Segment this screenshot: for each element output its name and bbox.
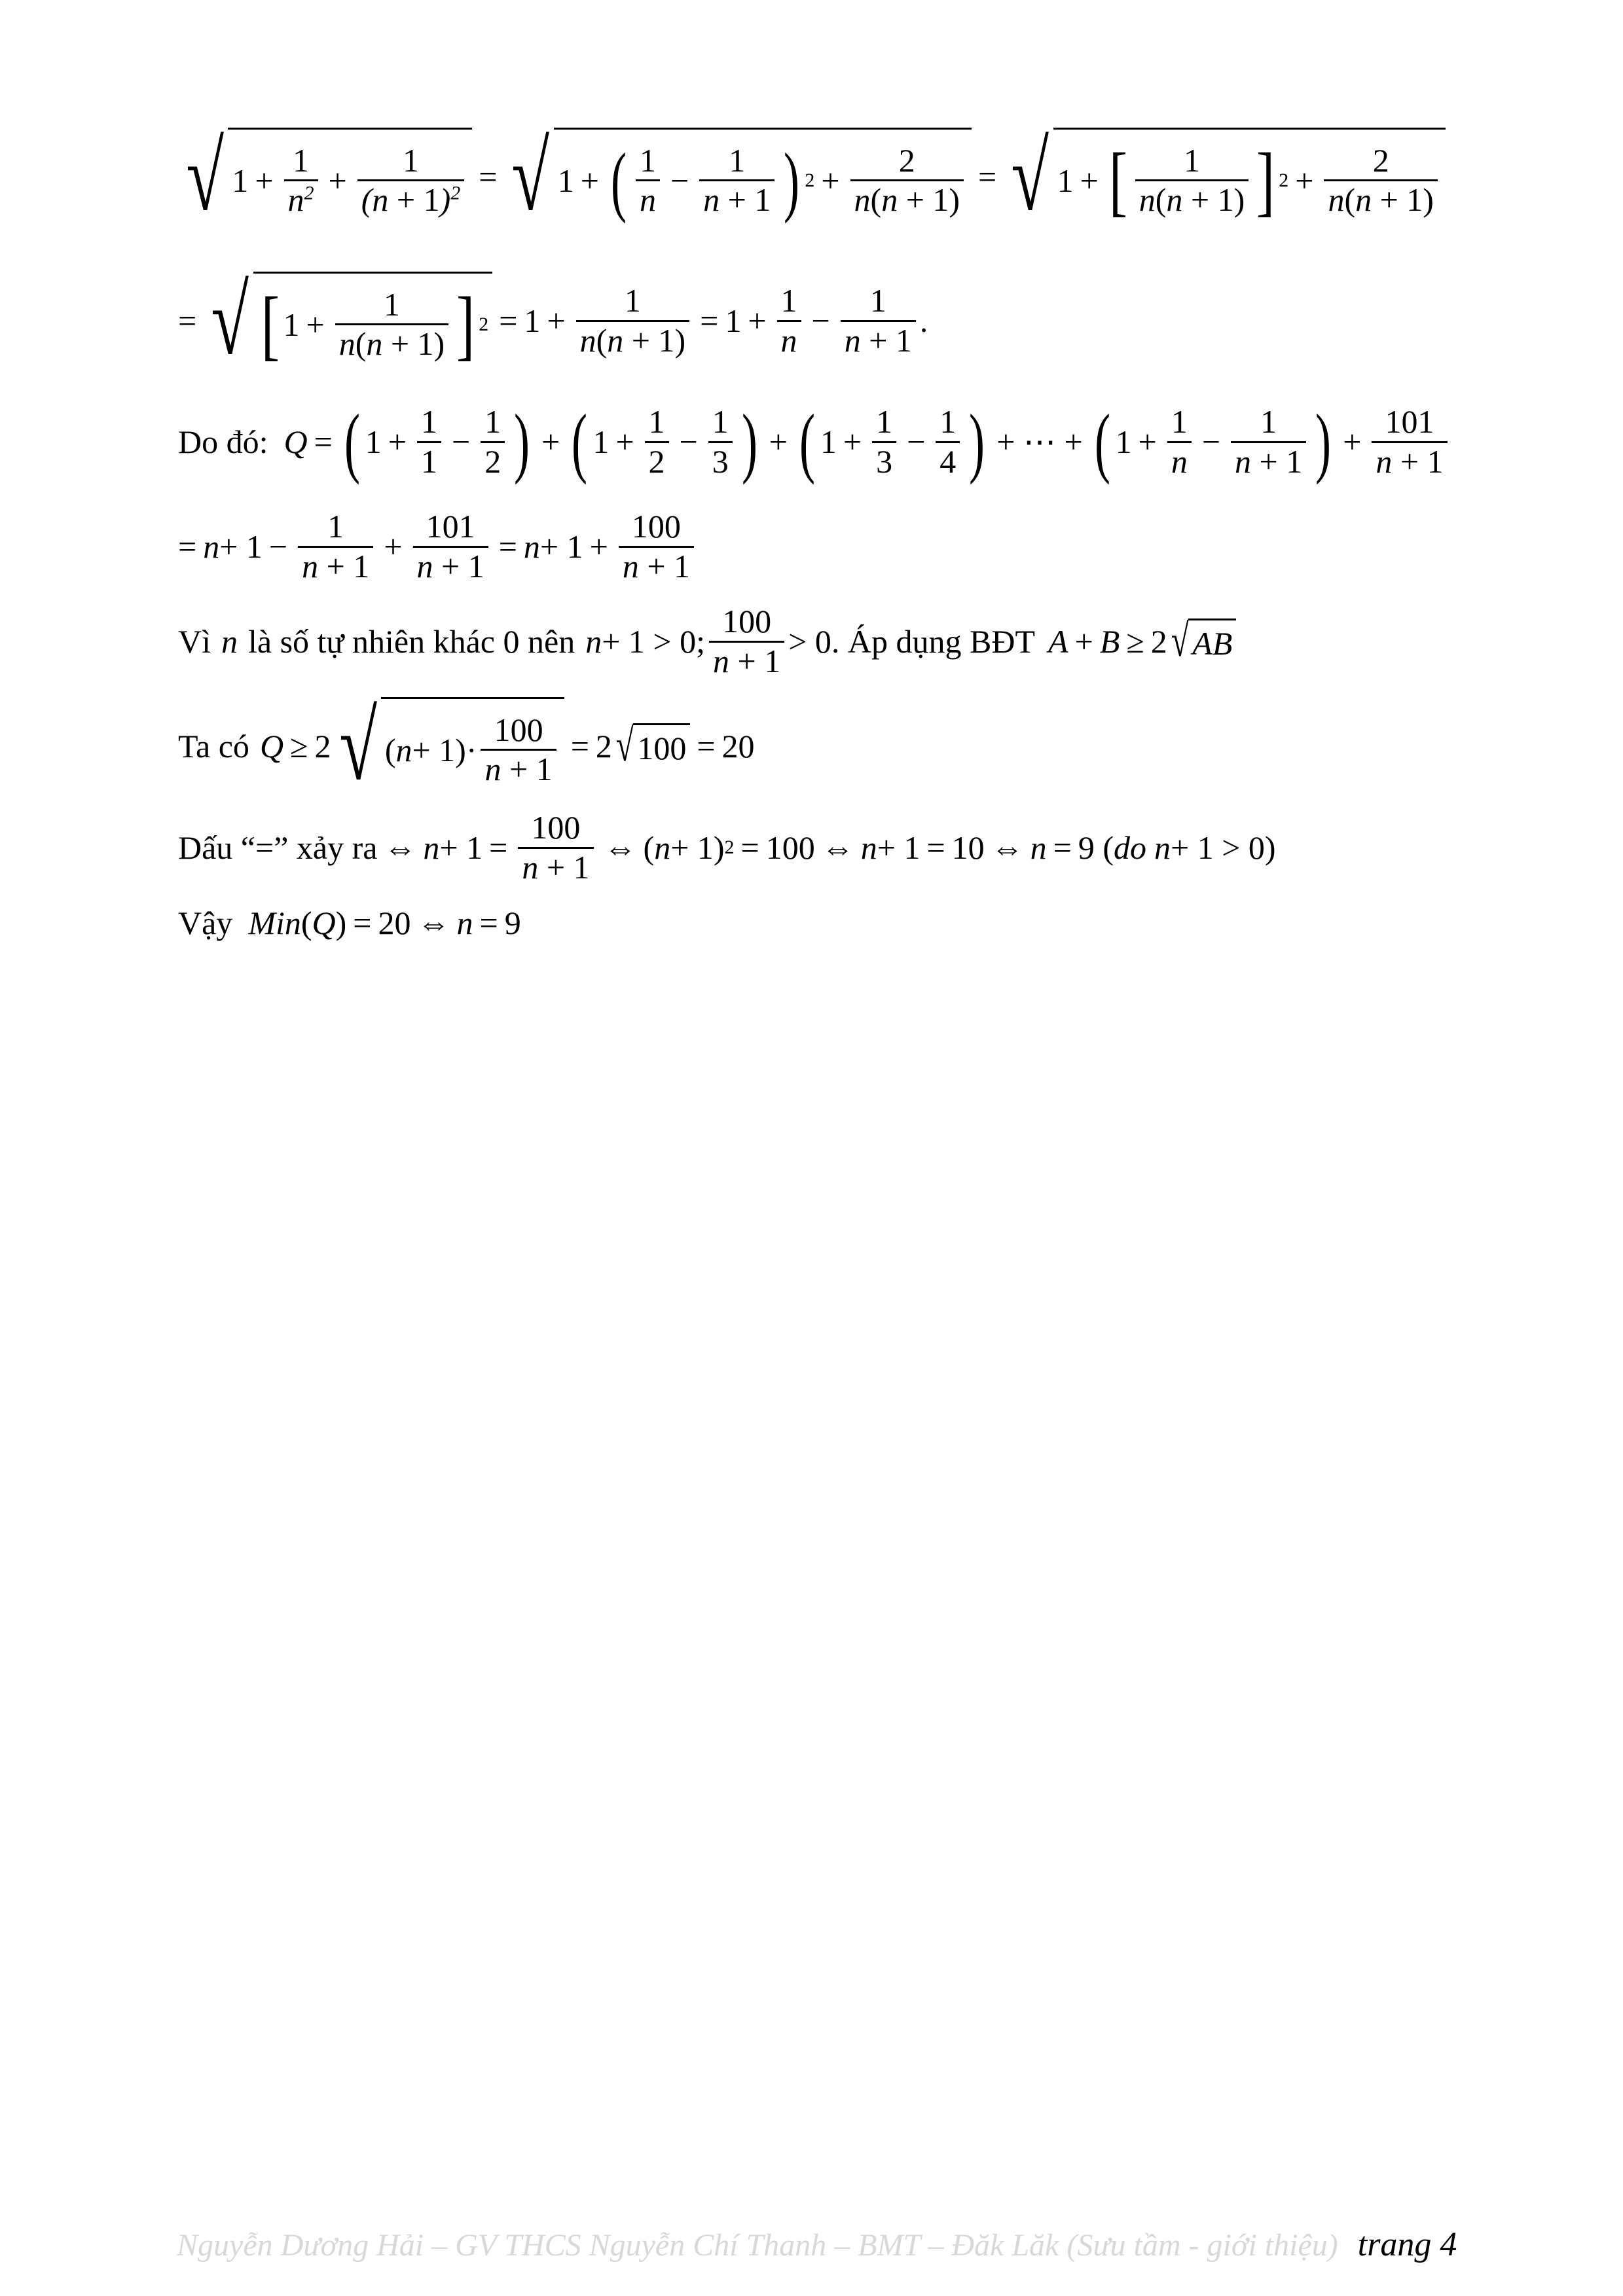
sqrt-2: √ 1 + ( $\frac{1}{n}$ − $\frac{1}{n + 1}$ ) 2 + $\frac{2}{n(n + 1)}$ bbox=[503, 128, 972, 226]
text-dau: Dấu “=” xảy ra bbox=[178, 829, 378, 866]
text-line-7: Dấu “=” xảy ra ⇔ n + 1 = $\frac{100}{n + 1}$ ⇔ ( n + 1) 2 = 100 ⇔ n + 1 = 10 ⇔ n = 9 ( do n + 1 > 0) bbox=[178, 809, 1276, 886]
text-la-so: là số tự nhiên khác 0 nên bbox=[248, 623, 575, 660]
text-line-8: Vậy Min ( Q ) = 20 ⇔ n = 9 bbox=[178, 905, 521, 941]
text-do-do: Do đó: bbox=[178, 423, 268, 460]
equation-line-4: = n + 1 − $\frac{1}{n + 1}$ + $\frac{101}{n + 1}$ = n + 1 + $\frac{100}{n + 1}$ bbox=[178, 497, 698, 596]
equation-line-1: √ 1 + $\frac{1}{n^2}$ + $\frac{1}{(n + 1)^2}$ = √ 1 + ( $\frac{1}{n}$ − $\frac{1}{n + 1}$ ) 2 + $\frac{2}{n(n + 1)}$ = √ 1 + [ $\frac{1}{n(n + 1)}$ ] 2 + $\frac{2}{n(n + 1)}$ bbox=[178, 105, 1446, 249]
page-footer bbox=[177, 2225, 1457, 2264]
text-do: do bbox=[1114, 829, 1147, 866]
page-number: trang 4 bbox=[1357, 2226, 1457, 2263]
equation-line-3: Do đó: Q = ( 1 + $\frac{1}{1}$ − $\frac{1}{2}$ ) + ( 1 + $\frac{1}{2}$ − $\frac{1}{3}$ ) + ( 1 + $\frac{1}{3}$ − $\frac{1}{4}$ ) + ⋯ + ( 1 + $\frac{1}{n}$ − $\frac{1}{n + 1}$ ) + $\frac{101}{n + 1}$ bbox=[178, 386, 1451, 497]
text-line-5: Vì n là số tự nhiên khác 0 nên n + 1 > 0; $\frac{100}{n + 1}$ > 0 . Áp dụng BĐT A + B ≥ 2 √ AB bbox=[178, 592, 1236, 691]
text-line-6: Ta có Q ≥ 2 √ ( n + 1)· $\frac{100}{n + 1}$ = 2 √ 100 = 20 bbox=[178, 692, 755, 800]
footer-credit: Nguyễn Dương Hải – GV THCS Nguyễn Chí Thanh – BMT – Đăk Lăk (Sưu tầm - giới thiệu) bbox=[177, 2228, 1338, 2263]
text-ta-co: Ta có bbox=[178, 728, 249, 764]
sqrt-3: √ 1 + [ $\frac{1}{n(n + 1)}$ ] 2 + $\frac{2}{n(n + 1)}$ bbox=[1003, 128, 1446, 226]
text-vay: Vậy bbox=[178, 905, 233, 941]
sqrt-1: √ 1 + $\frac{1}{n^2}$ + $\frac{1}{(n + 1)^2}$ bbox=[178, 128, 472, 226]
text-vi: Vì bbox=[178, 623, 211, 660]
equation-line-2: = √ [ 1 + $\frac{1}{n(n + 1)}$ ] 2 = 1 + $\frac{1}{n(n + 1)}$ = 1 + $\frac{1}{n}$ − $\frac{1}{n + 1}$ . bbox=[178, 266, 928, 375]
text-ap-dung: . Áp dụng BĐT bbox=[831, 623, 1036, 660]
